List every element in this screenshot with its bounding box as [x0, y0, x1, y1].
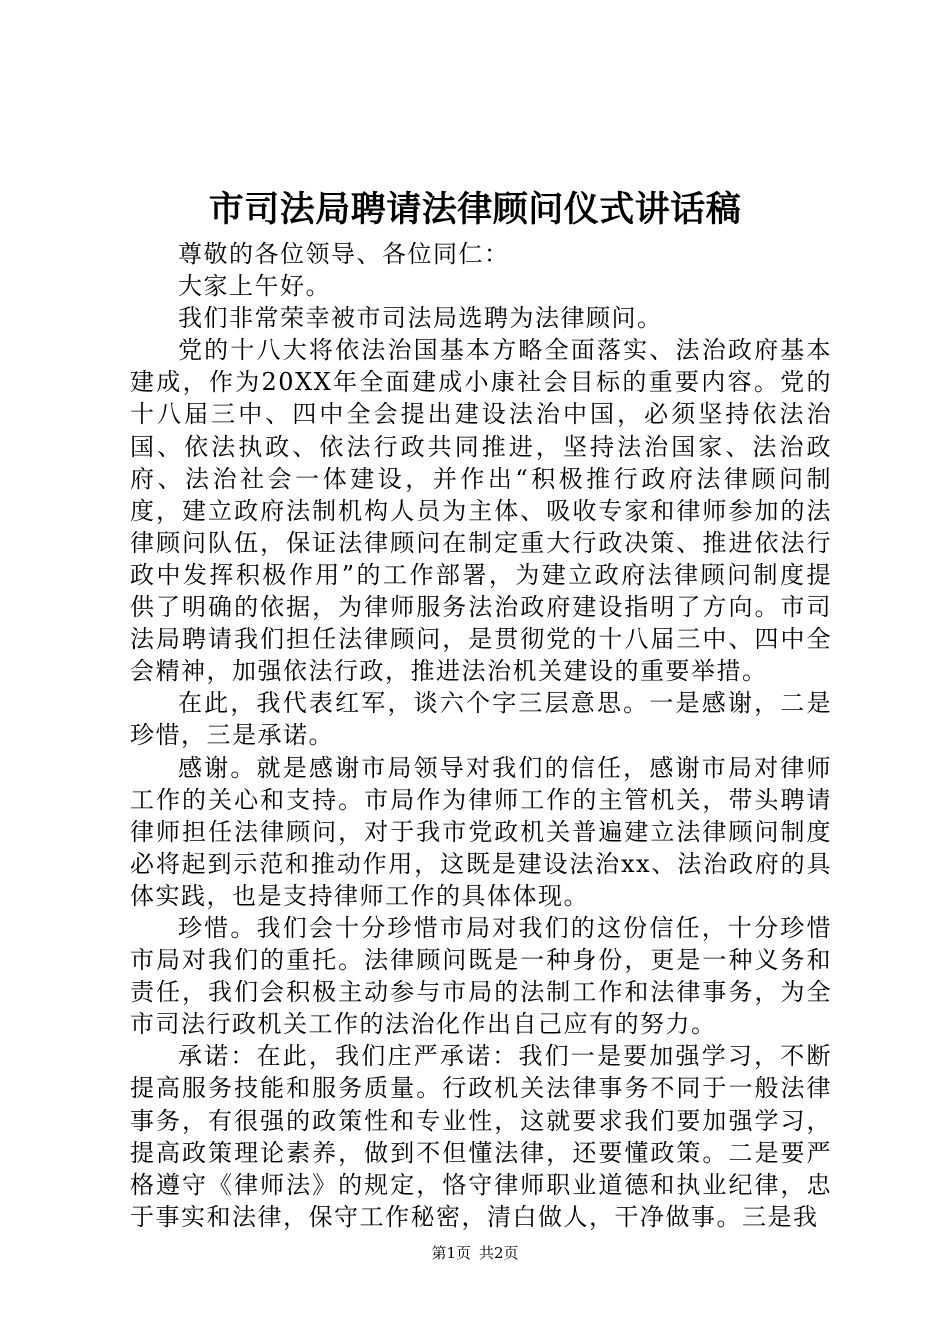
greeting-paragraph: 大家上午好。 — [178, 272, 331, 301]
background-paragraph: 党的十八大将依法治国基本方略全面落实、法治政府基本建成，作为20XX年全面建成小康社会目标的重要内容。党的十八届三中、四中全会提出建设法治中国，必须坚持依法治国、依法执政、依法行政共同推进，坚持法治国家、法治政府、法治社会一体建设，并作出“积极推行政府法律顾问制度，建立政府法制机构人员为主体、吸收专家和律师参加的法律顾问队伍，保证法律顾问在制定重大行政决策、推进依法行政中发挥积极作用”的工作部署，为建立政府法律顾问制度提供了明确的依据，为律师服务法治政府建设指明了方向。市司法局聘请我们担任法律顾问，是贯彻党的十八届三中、四中全会精神，加强依法行政，推进法治机关建设的重要举措。 — [130, 336, 832, 686]
salutation-paragraph: 尊敬的各位领导、各位同仁： — [178, 240, 510, 268]
commitment-paragraph: 承诺：在此，我们庄严承诺：我们一是要加强学习，不断提高服务技能和服务质量。行政机关法律事务不同于一般法律事务，有很强的政策性和专业性，这就要求我们要加强学习，提高政策理论素养，做到不但懂法律，还要懂政策。二是要严格遵守《律师法》的规定，恪守律师职业道德和执业纪律，忠于事实和法律，保守工作秘密，清白做人，干净做事。三是我 — [130, 1042, 832, 1231]
page-number: 第1页 — [431, 1244, 471, 1262]
gratitude-paragraph: 感谢。就是感谢市局领导对我们的信任，感谢市局对律师工作的关心和支持。市局作为律师工作的主管机关，带头聘请律师担任法律顾问，对于我市党政机关普遍建立法律顾问制度必将起到示范和推动作用，这既是建设法治xx、法治政府的具体实践，也是支持律师工作的具体体现。 — [130, 753, 832, 910]
document-title: 市司法局聘请法律顾问仪式讲话稿 — [208, 189, 742, 230]
intro-paragraph: 我们非常荣幸被市司法局选聘为法律顾问。 — [178, 304, 663, 333]
cherish-paragraph: 珍惜。我们会十分珍惜市局对我们的这份信任，十分珍惜市局对我们的重托。法律顾问既是一种身份，更是一种义务和责任，我们会积极主动参与市局的法制工作和法律事务，为全市司法行政机关工作的法治化作出自己应有的努力。 — [130, 913, 832, 1039]
page-footer — [0, 1243, 950, 1263]
outline-paragraph: 在此，我代表红军，谈六个字三层意思。一是感谢，二是珍惜，三是承诺。 — [130, 689, 832, 750]
page-total: 共2页 — [479, 1244, 519, 1262]
document-body — [130, 238, 832, 1233]
